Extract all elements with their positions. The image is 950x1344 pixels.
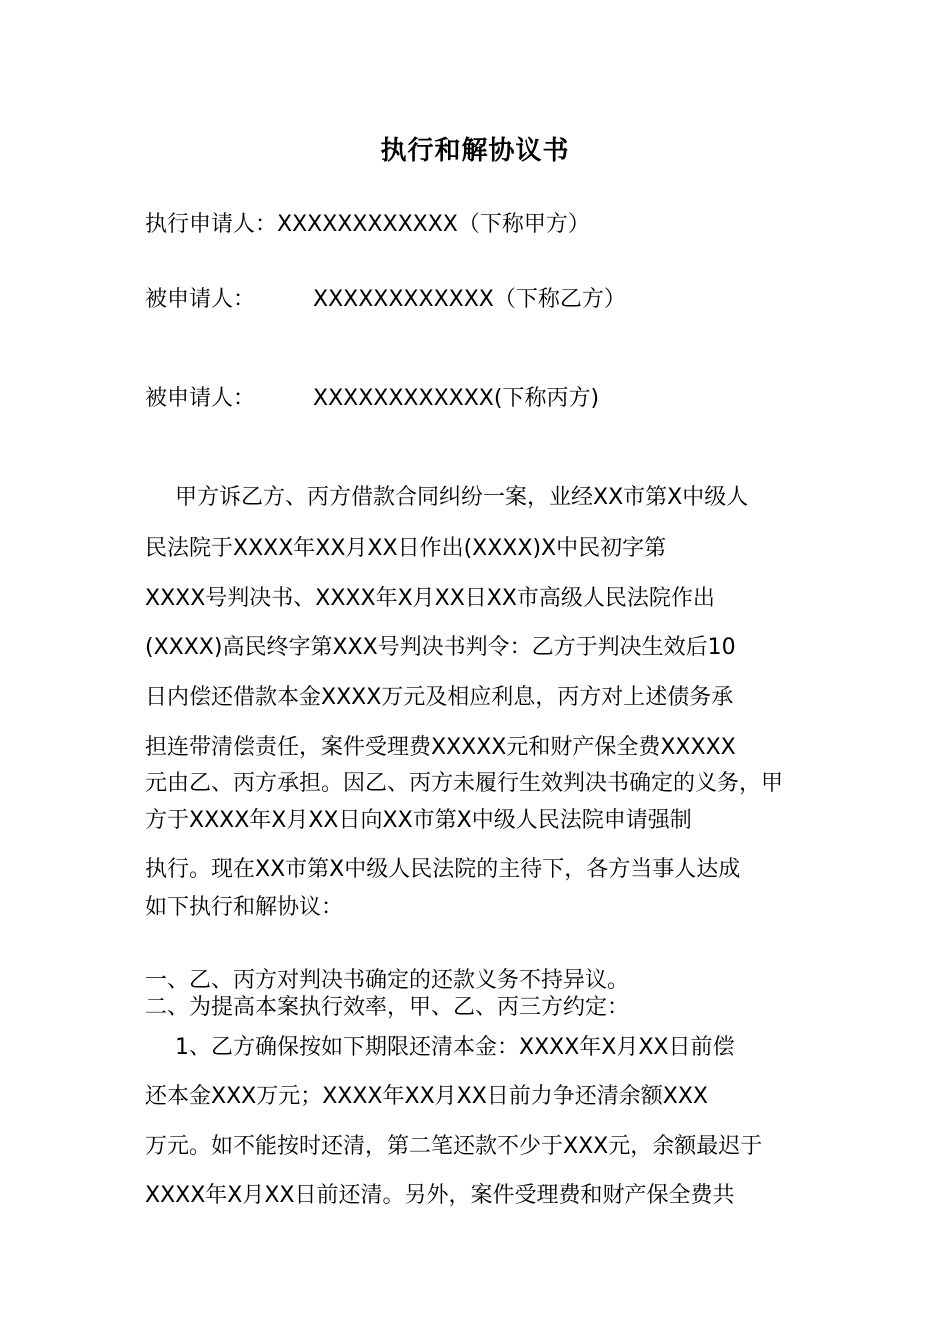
- sub-clause-line: 万元。如不能按时还清，第二笔还款不少于XXX元，余额最迟于: [145, 1134, 763, 1159]
- body-line: XXXX号判决书、XXXX年X月XX日XX市高级人民法院作出: [145, 586, 715, 611]
- respondent-1-label: 被申请人：: [145, 287, 256, 312]
- respondent-1-value: XXXXXXXXXXXX（下称乙方）: [313, 287, 626, 312]
- respondent-2-label: 被申请人：: [145, 386, 256, 411]
- body-line: 担连带清偿责任，案件受理费XXXXX元和财产保全费XXXXX: [145, 735, 736, 760]
- body-line: 民法院于XXXX年XX月XX日作出(XXXX)X中民初字第: [145, 536, 667, 561]
- sub-clause-line: 1、乙方确保按如下期限还清本金：XXXX年X月XX日前偿: [175, 1035, 735, 1060]
- clause-2: 二、为提高本案执行效率，甲、乙、丙三方约定：: [145, 995, 630, 1020]
- body-line: 如下执行和解协议：: [145, 895, 344, 920]
- clause-1: 一、乙、丙方对判决书确定的还款义务不持异议。: [145, 968, 630, 993]
- sub-clause-line: 还本金XXX万元；XXXX年XX月XX日前力争还清余额XXX: [145, 1084, 708, 1109]
- document-title: 执行和解协议书: [380, 136, 570, 166]
- body-line: 方于XXXX年X月XX日向XX市第X中级人民法院申请强制: [145, 808, 692, 833]
- applicant-line: 执行申请人：XXXXXXXXXXXX（下称甲方）: [145, 212, 590, 237]
- body-line: 元由乙、丙方承担。因乙、丙方未履行生效判决书确定的义务，甲: [145, 771, 784, 796]
- sub-clause-line: XXXX年X月XX日前还清。另外，案件受理费和财产保全费共: [145, 1183, 735, 1208]
- respondent-2-line: [145, 386, 599, 412]
- body-line: (XXXX)高民终字第XXX号判决书判令：乙方于判决生效后10: [145, 635, 736, 660]
- respondent-1-line: [145, 287, 626, 313]
- respondent-2-value: XXXXXXXXXXXX(下称丙方): [313, 386, 600, 411]
- body-line: 甲方诉乙方、丙方借款合同纠纷一案，业经XX市第X中级人: [175, 485, 749, 510]
- body-line: 日内偿还借款本金XXXX万元及相应利息，丙方对上述债务承: [145, 685, 734, 710]
- body-line: 执行。现在XX市第X中级人民法院的主待下，各方当事人达成: [145, 857, 741, 882]
